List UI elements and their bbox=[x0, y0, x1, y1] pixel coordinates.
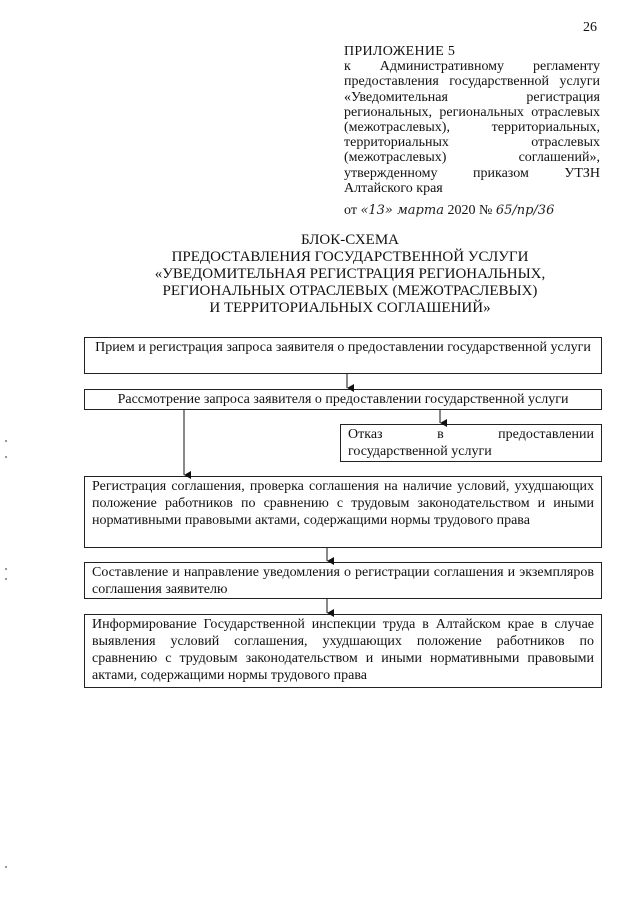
order-number-handwritten: 65/пр/36 bbox=[495, 203, 555, 218]
flow-step-review bbox=[84, 389, 602, 410]
heading-line-1: БЛОК-СХЕМА bbox=[300, 232, 400, 248]
flow-step-refusal-text: Отказ в предоставлении государственной услуги bbox=[348, 427, 594, 459]
flow-step-refusal bbox=[340, 424, 602, 462]
flow-step-notification-text: Составление и направление уведомления о регистрации соглашения и экземпляров соглашения заявителю bbox=[92, 565, 594, 597]
scan-speck bbox=[5, 456, 7, 458]
heading-line-4: РЕГИОНАЛЬНЫХ ОТРАСЛЕВЫХ (МЕЖОТРАСЛЕВЫХ) bbox=[162, 283, 538, 299]
order-line bbox=[344, 203, 600, 219]
order-year: 2020 № bbox=[447, 203, 493, 218]
flow-step-notification bbox=[84, 562, 602, 599]
scan-speck bbox=[5, 578, 7, 580]
appendix-title: ПРИЛОЖЕНИЕ 5 bbox=[344, 44, 456, 59]
order-prefix: от bbox=[344, 203, 357, 218]
order-date-handwritten: «13» марта bbox=[360, 203, 444, 218]
flow-step-review-text: Рассмотрение запроса заявителя о предоставлении государственной услуги bbox=[117, 392, 569, 407]
flow-step-inspection-info-text: Информирование Государственной инспекции труда в Алтайском крае в случае выявления условий соглашения, ухудшающих положение работников по сравнению с трудовым законодательством и иными нормативными правовыми актами, содержащими нормы трудового права bbox=[92, 617, 594, 683]
heading-line-2: ПРЕДОСТАВЛЕНИЯ ГОСУДАРСТВЕННОЙ УСЛУГИ bbox=[171, 249, 529, 265]
scan-speck bbox=[5, 568, 7, 570]
heading-line-5: И ТЕРРИТОРИАЛЬНЫХ СОГЛАШЕНИЙ» bbox=[209, 300, 491, 316]
scan-speck bbox=[5, 866, 7, 868]
flow-step-reception-text: Прием и регистрация запроса заявителя о предоставлении государственной услуги bbox=[95, 340, 591, 355]
flow-step-registration-text: Регистрация соглашения, проверка соглашения на наличие условий, ухудшающих положение работников по сравнению с трудовым законодательством и иными нормативными правовыми актами, содержащими нормы трудового права bbox=[92, 479, 594, 528]
flow-step-reception bbox=[84, 337, 602, 374]
appendix-body: к Административному регламенту предоставления государственной услуги «Уведомительная регистрация региональных, региональных отраслевых (межотраслевых), территориальных, территориальных отраслевых (межотраслевых) соглашений», утвержденному приказом УТЗН Алтайского края bbox=[344, 59, 600, 196]
appendix-block bbox=[344, 44, 600, 196]
heading-line-3: «УВЕДОМИТЕЛЬНАЯ РЕГИСТРАЦИЯ РЕГИОНАЛЬНЫХ, bbox=[154, 266, 546, 282]
flow-step-registration bbox=[84, 476, 602, 548]
page-number: 26 bbox=[583, 20, 597, 35]
flowchart-heading bbox=[100, 232, 600, 317]
flow-step-inspection-info bbox=[84, 614, 602, 688]
scan-speck bbox=[5, 440, 7, 442]
